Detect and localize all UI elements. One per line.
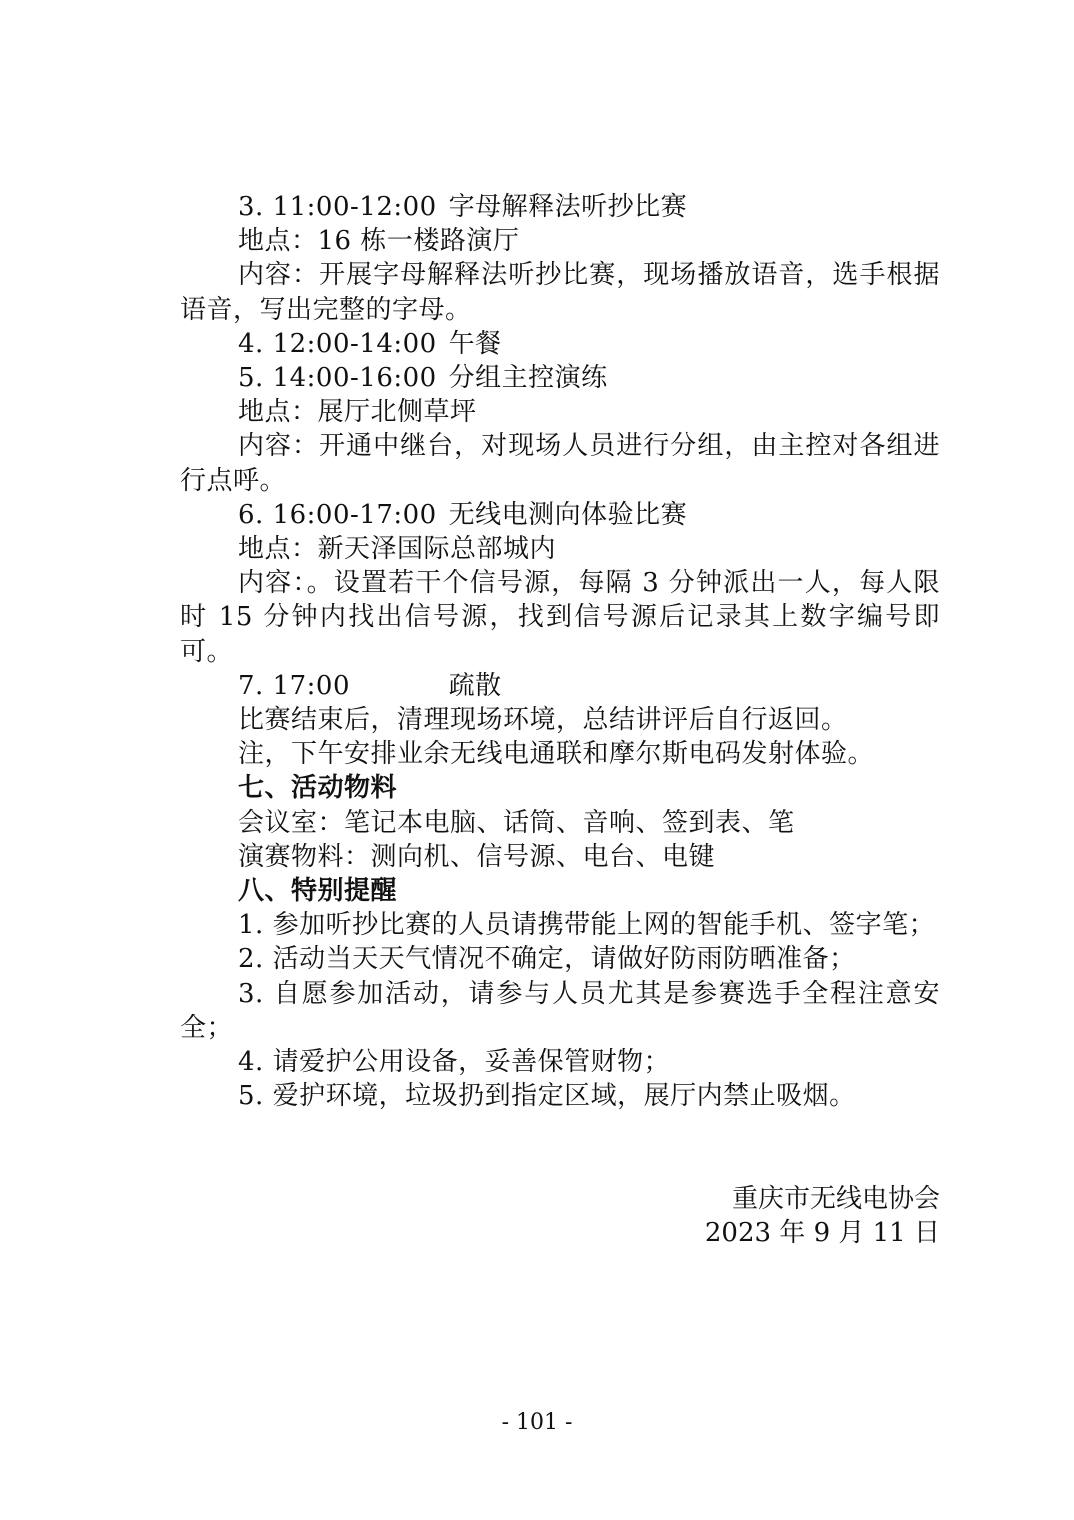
materials-competition: 演赛物料：测向机、信号源、电台、电键 — [238, 841, 716, 872]
item-time: 11:00-12:00 — [272, 192, 437, 222]
schedule-item-6 — [180, 498, 940, 532]
item-title: 疏散 — [448, 670, 502, 701]
item-time: 14:00-16:00 — [272, 363, 437, 394]
item-number: 6. — [238, 499, 273, 530]
signature-date: 2023 年 9 月 11 日 — [704, 1218, 940, 1249]
materials-meeting-room: 会议室：笔记本电脑、话筒、音响、签到表、笔 — [238, 807, 795, 838]
item-number: 4. — [238, 328, 273, 359]
item-number: 7. — [238, 670, 273, 701]
note-paragraph: 注，下午安排业余无线电通联和摩尔斯电码发射体验。 — [238, 739, 875, 770]
item-title: 无线电测向体验比赛 — [448, 499, 688, 530]
section-heading-reminders: 八、特别提醒 — [238, 876, 398, 907]
item-time: 17:00 — [272, 670, 351, 701]
item-title: 分组主控演练 — [448, 363, 608, 394]
reminder-item: 2. 活动当天天气情况不确定，请做好防雨防晒准备； — [238, 944, 856, 975]
document-body — [180, 190, 940, 1113]
venue-line: 地点：16 栋一楼路演厅 — [238, 226, 520, 257]
item-title: 字母解释法听抄比赛 — [448, 192, 688, 222]
venue-line: 地点：新天泽国际总部城内 — [238, 534, 557, 565]
item-number: 5. — [238, 363, 273, 394]
signature-block — [705, 1182, 940, 1250]
reminder-item: 4. 请爱护公用设备，妥善保管财物； — [238, 1047, 671, 1078]
schedule-item-3 — [180, 190, 940, 224]
venue-line: 地点：展厅北侧草坪 — [238, 397, 477, 428]
reminder-item: 1. 参加听抄比赛的人员请携带能上网的智能手机、签字笔； — [238, 910, 936, 941]
signature-org: 重庆市无线电协会 — [731, 1184, 940, 1214]
schedule-item-5 — [180, 361, 940, 395]
reminder-item: 5. 爱护环境，垃圾扔到指定区域，展厅内禁止吸烟。 — [238, 1081, 856, 1112]
content-paragraph: 比赛结束后，清理现场环境，总结讲评后自行返回。 — [238, 705, 848, 736]
section-heading-materials: 七、活动物料 — [238, 773, 398, 804]
page-number: - 101 - — [501, 1410, 573, 1435]
item-time: 16:00-17:00 — [272, 499, 437, 530]
content-paragraph: 内容：开展字母解释法听抄比赛，现场播放语音，选手根据语音，写出完整的字母。 — [180, 260, 940, 325]
item-title: 午餐 — [448, 328, 502, 359]
content-paragraph: 内容：开通中继台，对现场人员进行分组，由主控对各组进行点呼。 — [180, 431, 940, 496]
item-number: 3. — [238, 192, 273, 222]
content-paragraph: 内容：。设置若干个信号源，每隔 3 分钟派出一人，每人限时 15 分钟内找出信号源，找到信号源后记录其上数字编号即可。 — [180, 568, 940, 667]
schedule-item-4 — [180, 327, 940, 361]
reminder-item: 3. 自愿参加活动，请参与人员尤其是参赛选手全程注意安全； — [180, 978, 940, 1043]
schedule-item-7 — [180, 669, 940, 703]
item-time: 12:00-14:00 — [272, 328, 437, 359]
